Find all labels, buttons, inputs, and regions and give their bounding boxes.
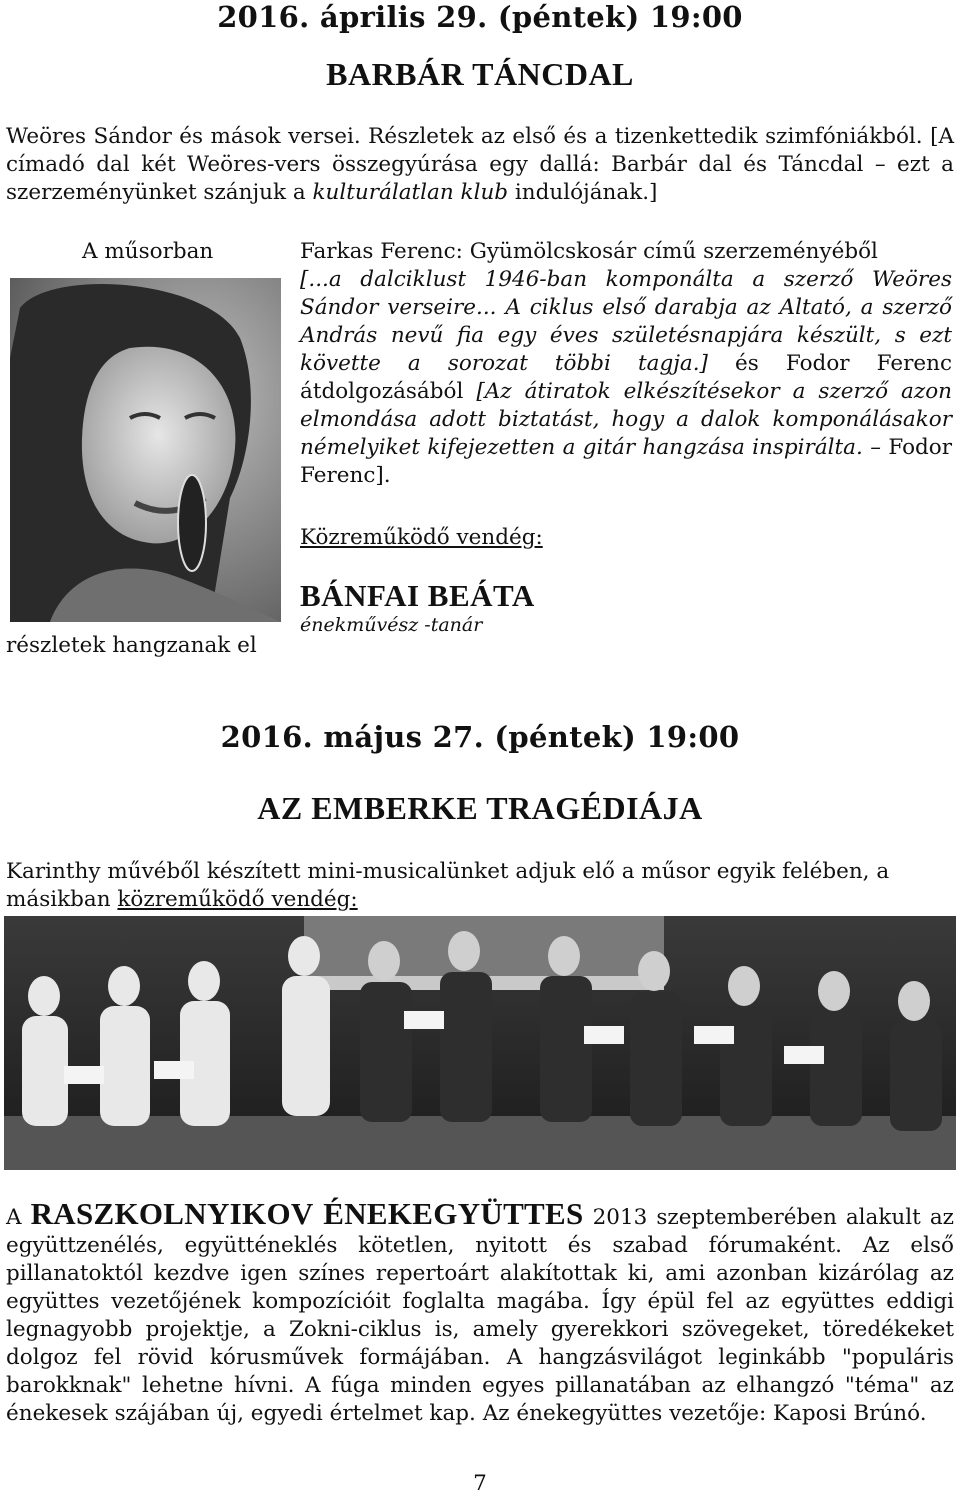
ensemble-name: RASZKOLNYIKOV ÉNEKEGYÜTTES: [30, 1196, 584, 1231]
program-description: [300, 266, 952, 490]
event2-intro: [6, 858, 954, 914]
event1-intro-italic: kulturálatlan klub: [312, 180, 509, 205]
event2-date: 2016. május 27. (péntek) 19:00: [220, 720, 740, 754]
program-note-2-end: Fodor Ferenc].: [300, 435, 952, 488]
portrait-image: [10, 278, 281, 622]
page-number: 7: [473, 1471, 487, 1496]
ensemble-description: [6, 1196, 954, 1428]
event2-guest-link: közreműködő vendég:: [117, 887, 358, 912]
ensemble-body: 2013 szeptemberében alakult az együttzenélés, együtténeklés kötetlen, nyitott és szabad fórumaként. Az első pillanatoktól kezdve igen színes repertoárt alakítottak ki, ami azonban kizárólag az együttes vezetőjének kompozícióit foglalta magába. Így épül fel az együttes eddigi legnagyobb projektje, a Zokni-ciklus is, amely gyerekkori szövegeket, töredékeket dolgoz fel rövid kórusművek formájában. A hangzásvilágot leginkább "populáris barokknak" lehetne hívni. A fúga minden egyes pillanatában az elhangzó "téma" az énekesek szájában új, egyedi értelmet kap. Az énekegyüttes vezetője: Kaposi Brúnó.: [6, 1205, 954, 1426]
guest-name: BÁNFAI BEÁTA: [300, 578, 535, 613]
event2-title: AZ EMBERKE TRAGÉDIÁJA: [257, 790, 703, 826]
program-line: Farkas Ferenc: Gyümölcskosár című szerzeményéből: [300, 239, 878, 264]
ensemble-prefix: A: [6, 1205, 31, 1230]
program-label: A műsorban: [82, 239, 214, 264]
event1-date: 2016. április 29. (péntek) 19:00: [217, 0, 743, 34]
guest-label: Közreműködő vendég:: [300, 525, 543, 550]
program-note: [...a dalciklust 1946-ban komponálta a szerző Weöres Sándor verseire... A ciklus első darabja az Altató, a szerző András nevű fia egy éves születésnapjára készült, s ezt követte a sorozat többi tagja.]: [300, 267, 952, 376]
event1-intro-text-a: Weöres Sándor és mások versei. Részletek az első és a tizenkettedik szimfóniákból. [A címadó dal két Weöres-vers összegyúrása egy dallá: Barbár dal és Táncdal – ezt a szerzeményünket szánjuk a: [6, 124, 954, 205]
program-mid-text: és Fodor Ferenc átdolgozásából: [300, 351, 952, 404]
choir-image: [4, 916, 956, 1170]
program-note-2: [Az átiratok elkészítésekor a szerző azon elmondása adott biztatást, hogy a dalok komponálásakor némelyiket kifejezetten a gitár hangzása inspirálta. –: [300, 379, 952, 460]
event2-intro-text: Karinthy művéből készített mini-musicalünket adjuk elő a műsor egyik felében, a másikban: [6, 859, 890, 912]
guest-role: énekművész -tanár: [300, 614, 483, 636]
event1-title: BARBÁR TÁNCDAL: [326, 56, 634, 92]
portrait-photo: [10, 278, 281, 622]
excerpts-label: részletek hangzanak el: [6, 633, 257, 658]
choir-photo: [4, 916, 956, 1170]
event1-intro-text-b: indulójának.]: [508, 180, 658, 205]
event1-intro: [6, 123, 954, 207]
